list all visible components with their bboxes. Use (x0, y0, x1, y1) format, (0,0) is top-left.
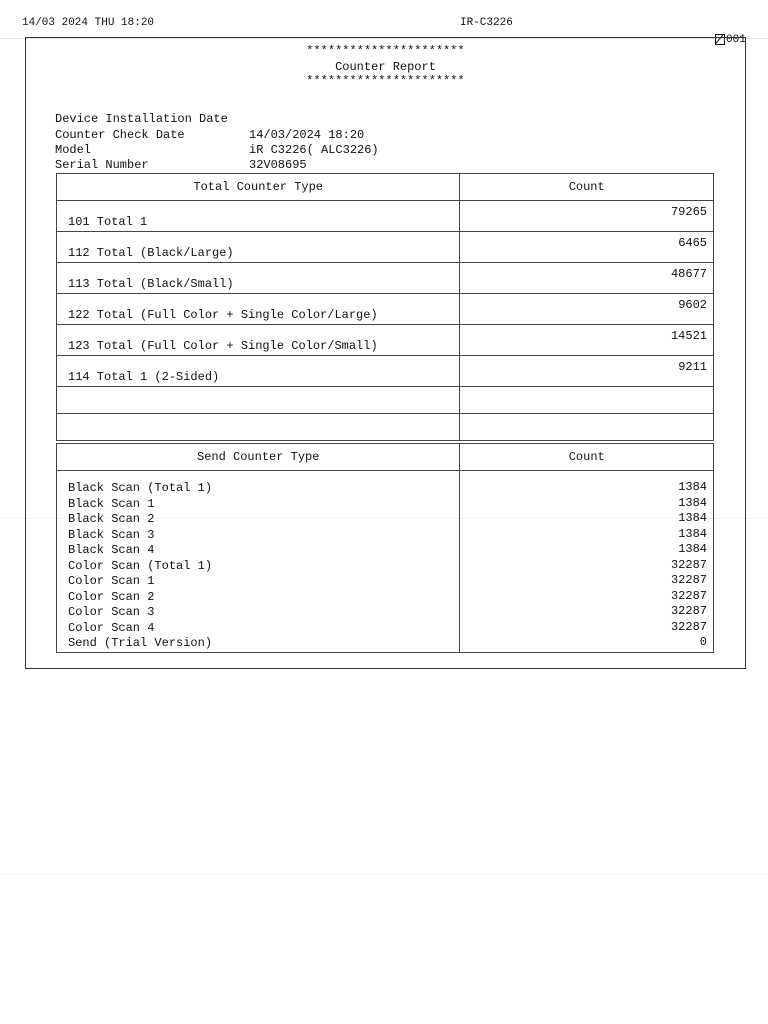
send-type: Color Scan 1 (68, 574, 155, 588)
send-count: 32287 (670, 557, 707, 572)
counter-count: 79265 (460, 201, 714, 232)
table-row (57, 263, 714, 294)
info-value: 32V08695 (249, 158, 307, 172)
info-label: Device Installation Date (55, 112, 228, 126)
fax-device-name: IR-C3226 (460, 17, 513, 29)
send-type: Color Scan (Total 1) (68, 558, 213, 573)
info-label: Counter Check Date (55, 128, 185, 142)
scan-line (0, 873, 768, 874)
counter-type: 112 Total (Black/Large) (57, 232, 460, 263)
counter-type: 101 Total 1 (57, 201, 460, 232)
table-row (57, 325, 714, 356)
send-counter-body (57, 471, 714, 653)
empty-cell (460, 414, 714, 441)
empty-cell (57, 414, 460, 441)
send-count: 32287 (670, 573, 707, 587)
fax-datetime: 14/03 2024 THU 18:20 (22, 17, 155, 29)
send-type: Color Scan 3 (68, 605, 155, 619)
column-header-count: Count (460, 174, 714, 201)
table-header-row (57, 174, 714, 201)
counter-type: 122 Total (Full Color + Single Color/Large) (57, 294, 460, 325)
counter-count: 48677 (460, 263, 714, 294)
send-type: Black Scan 2 (68, 512, 155, 526)
send-type: Black Scan 3 (68, 527, 155, 542)
send-count: 32287 (670, 619, 707, 634)
column-header-type: Total Counter Type (57, 174, 460, 201)
send-count: 32287 (670, 588, 707, 603)
send-counter-table (56, 443, 714, 653)
counter-type: 114 Total 1 (2-Sided) (57, 356, 460, 387)
send-type: Black Scan 4 (68, 543, 155, 557)
send-count: 32287 (670, 604, 707, 618)
report-title: Counter Report (335, 60, 436, 74)
counter-type: 113 Total (Black/Small) (57, 263, 460, 294)
counter-count: 6465 (460, 232, 714, 263)
send-count: 1384 (678, 526, 707, 541)
fax-header (0, 0, 768, 46)
send-count: 1384 (678, 495, 707, 510)
empty-row (57, 414, 714, 441)
page-number-text: 001 (726, 34, 746, 46)
table-header-row (57, 444, 714, 471)
info-value: 14/03/2024 18:20 (249, 128, 365, 142)
stars-top: ********************** (306, 44, 465, 58)
send-type: Send (Trial Version) (68, 636, 213, 650)
table-row (57, 294, 714, 325)
counter-report (25, 37, 746, 669)
total-counter-table (56, 173, 714, 441)
send-type: Color Scan 2 (68, 589, 155, 604)
send-count-list (460, 471, 714, 653)
counter-count: 14521 (460, 325, 714, 356)
counter-count: 9602 (460, 294, 714, 325)
fax-page-number (715, 17, 746, 46)
empty-cell (57, 387, 460, 414)
send-type: Black Scan 1 (68, 496, 155, 511)
send-count: 1384 (678, 480, 707, 494)
send-count: 0 (699, 635, 707, 649)
empty-row (57, 387, 714, 414)
table-row (57, 356, 714, 387)
table-row (57, 201, 714, 232)
send-count: 1384 (678, 511, 707, 525)
stars-bottom: ********************** (306, 74, 465, 88)
counter-count: 9211 (460, 356, 714, 387)
column-header-count: Count (460, 444, 714, 471)
counter-type: 123 Total (Full Color + Single Color/Small) (57, 325, 460, 356)
table-row (57, 232, 714, 263)
info-value: iR C3226( ALC3226) (249, 143, 379, 157)
info-label: Serial Number (55, 158, 149, 172)
send-type: Black Scan (Total 1) (68, 481, 213, 495)
send-type-list (57, 471, 460, 653)
column-header-type: Send Counter Type (57, 444, 460, 471)
empty-cell (460, 387, 714, 414)
send-count: 1384 (678, 542, 707, 556)
info-label: Model (55, 143, 92, 157)
send-type: Color Scan 4 (68, 620, 155, 635)
